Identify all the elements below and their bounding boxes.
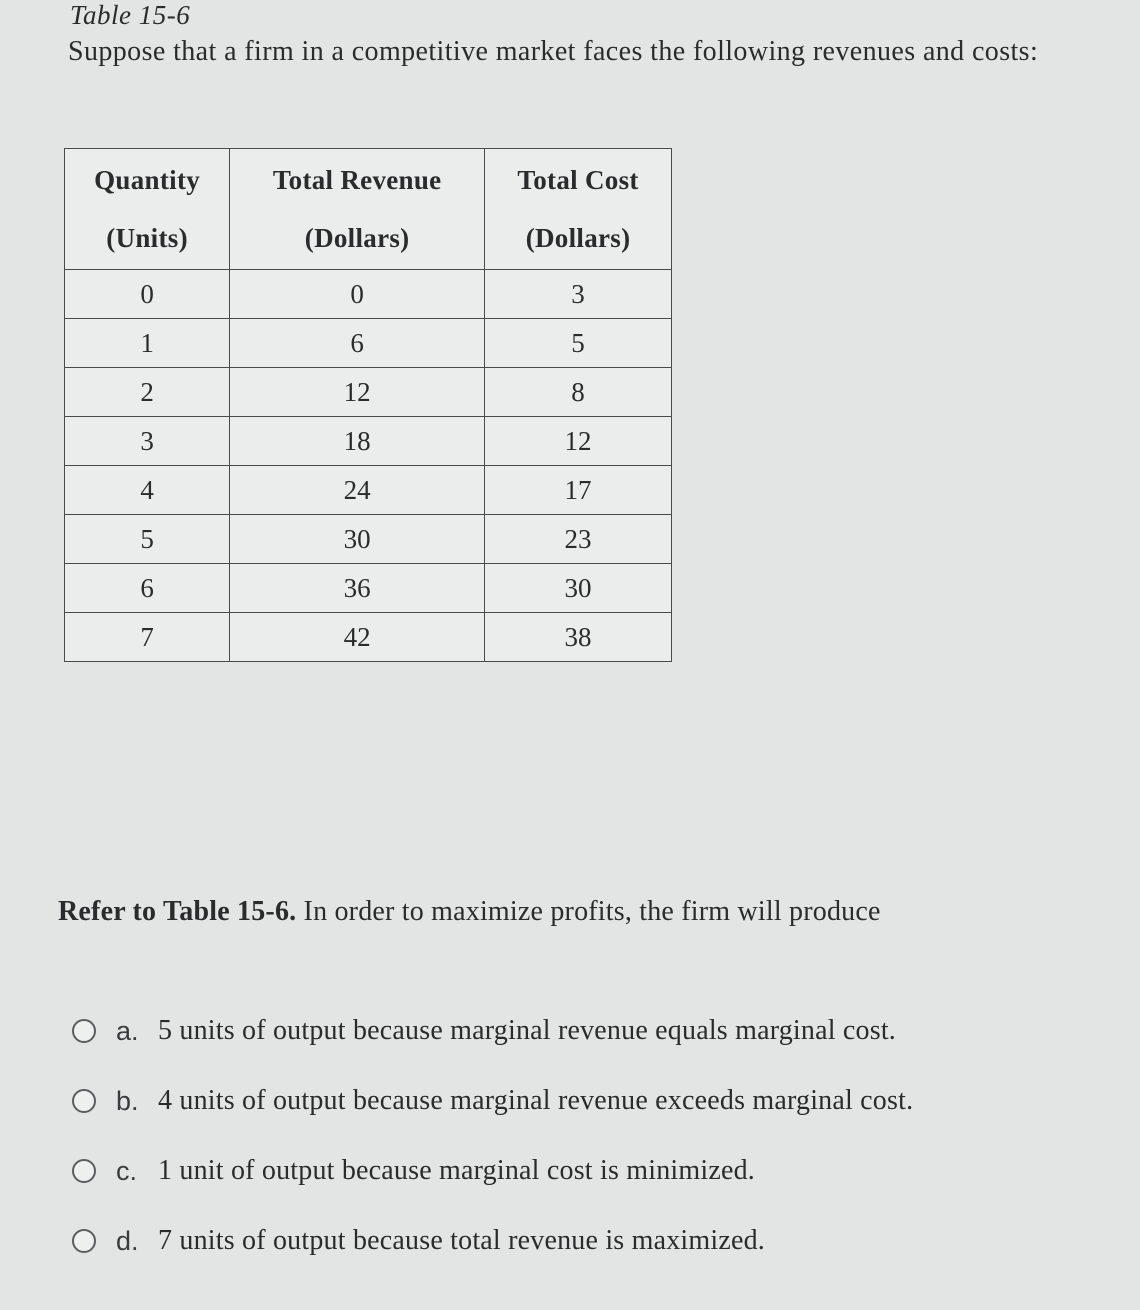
header-quantity (65, 149, 230, 270)
cell-quantity: 4 (65, 466, 230, 515)
option-text: 7 units of output because total revenue is maximized. (158, 1225, 765, 1256)
option-a[interactable] (72, 996, 1112, 1066)
cell-total-cost: 17 (485, 466, 672, 515)
header-total-cost-line1: Total Cost (517, 165, 639, 195)
cell-total-cost: 38 (485, 613, 672, 662)
cell-quantity: 2 (65, 368, 230, 417)
header-total-cost-line2: (Dollars) (525, 223, 631, 253)
cell-quantity: 6 (65, 564, 230, 613)
cell-total-revenue: 36 (230, 564, 485, 613)
table-row (65, 417, 672, 466)
cell-total-cost: 8 (485, 368, 672, 417)
header-total-revenue (230, 149, 485, 270)
cell-total-revenue: 12 (230, 368, 485, 417)
option-text: 1 unit of output because marginal cost is minimized. (158, 1155, 755, 1186)
cell-quantity: 1 (65, 319, 230, 368)
cell-total-revenue: 42 (230, 613, 485, 662)
table-row (65, 515, 672, 564)
cell-total-revenue: 18 (230, 417, 485, 466)
header-total-revenue-line1: Total Revenue (272, 165, 442, 195)
cell-total-revenue: 6 (230, 319, 485, 368)
intro-text: Suppose that a firm in a competitive market faces the following revenues and costs: (68, 36, 1039, 67)
cell-total-revenue: 24 (230, 466, 485, 515)
radio-button-d[interactable] (72, 1229, 96, 1253)
radio-button-b[interactable] (72, 1089, 96, 1113)
header-total-revenue-line2: (Dollars) (304, 223, 410, 253)
cell-quantity: 5 (65, 515, 230, 564)
header-total-cost (485, 149, 672, 270)
revenue-cost-table (64, 148, 672, 662)
option-letter: a. (116, 1015, 139, 1046)
option-d[interactable] (72, 1206, 1112, 1276)
cell-quantity: 0 (65, 270, 230, 319)
cell-total-cost: 5 (485, 319, 672, 368)
cell-quantity: 7 (65, 613, 230, 662)
table-title: Table 15-6 (70, 0, 191, 30)
question-text: In order to maximize profits, the firm will produce (296, 896, 881, 927)
question-prompt (58, 896, 881, 928)
radio-button-a[interactable] (72, 1019, 96, 1043)
option-letter: b. (116, 1085, 139, 1116)
question-reference: Refer to Table 15-6. (58, 896, 297, 927)
option-text: 5 units of output because marginal revenue equals marginal cost. (158, 1015, 897, 1046)
table-row (65, 368, 672, 417)
option-letter: d. (116, 1225, 139, 1256)
cell-total-cost: 23 (485, 515, 672, 564)
table-row (65, 613, 672, 662)
table-header-row (65, 149, 672, 270)
table-row (65, 319, 672, 368)
header-quantity-line2: (Units) (106, 223, 188, 253)
table-row (65, 564, 672, 613)
cell-total-revenue: 30 (230, 515, 485, 564)
option-c[interactable] (72, 1136, 1112, 1206)
cell-total-cost: 12 (485, 417, 672, 466)
cell-total-cost: 3 (485, 270, 672, 319)
header-quantity-line1: Quantity (94, 165, 201, 195)
radio-button-c[interactable] (72, 1159, 96, 1183)
option-text: 4 units of output because marginal revenue exceeds marginal cost. (158, 1085, 914, 1116)
option-letter: c. (116, 1155, 138, 1186)
table-row (65, 270, 672, 319)
cell-total-revenue: 0 (230, 270, 485, 319)
cell-total-cost: 30 (485, 564, 672, 613)
option-b[interactable] (72, 1066, 1112, 1136)
answer-options (72, 996, 1112, 1276)
cell-quantity: 3 (65, 417, 230, 466)
table-row (65, 466, 672, 515)
